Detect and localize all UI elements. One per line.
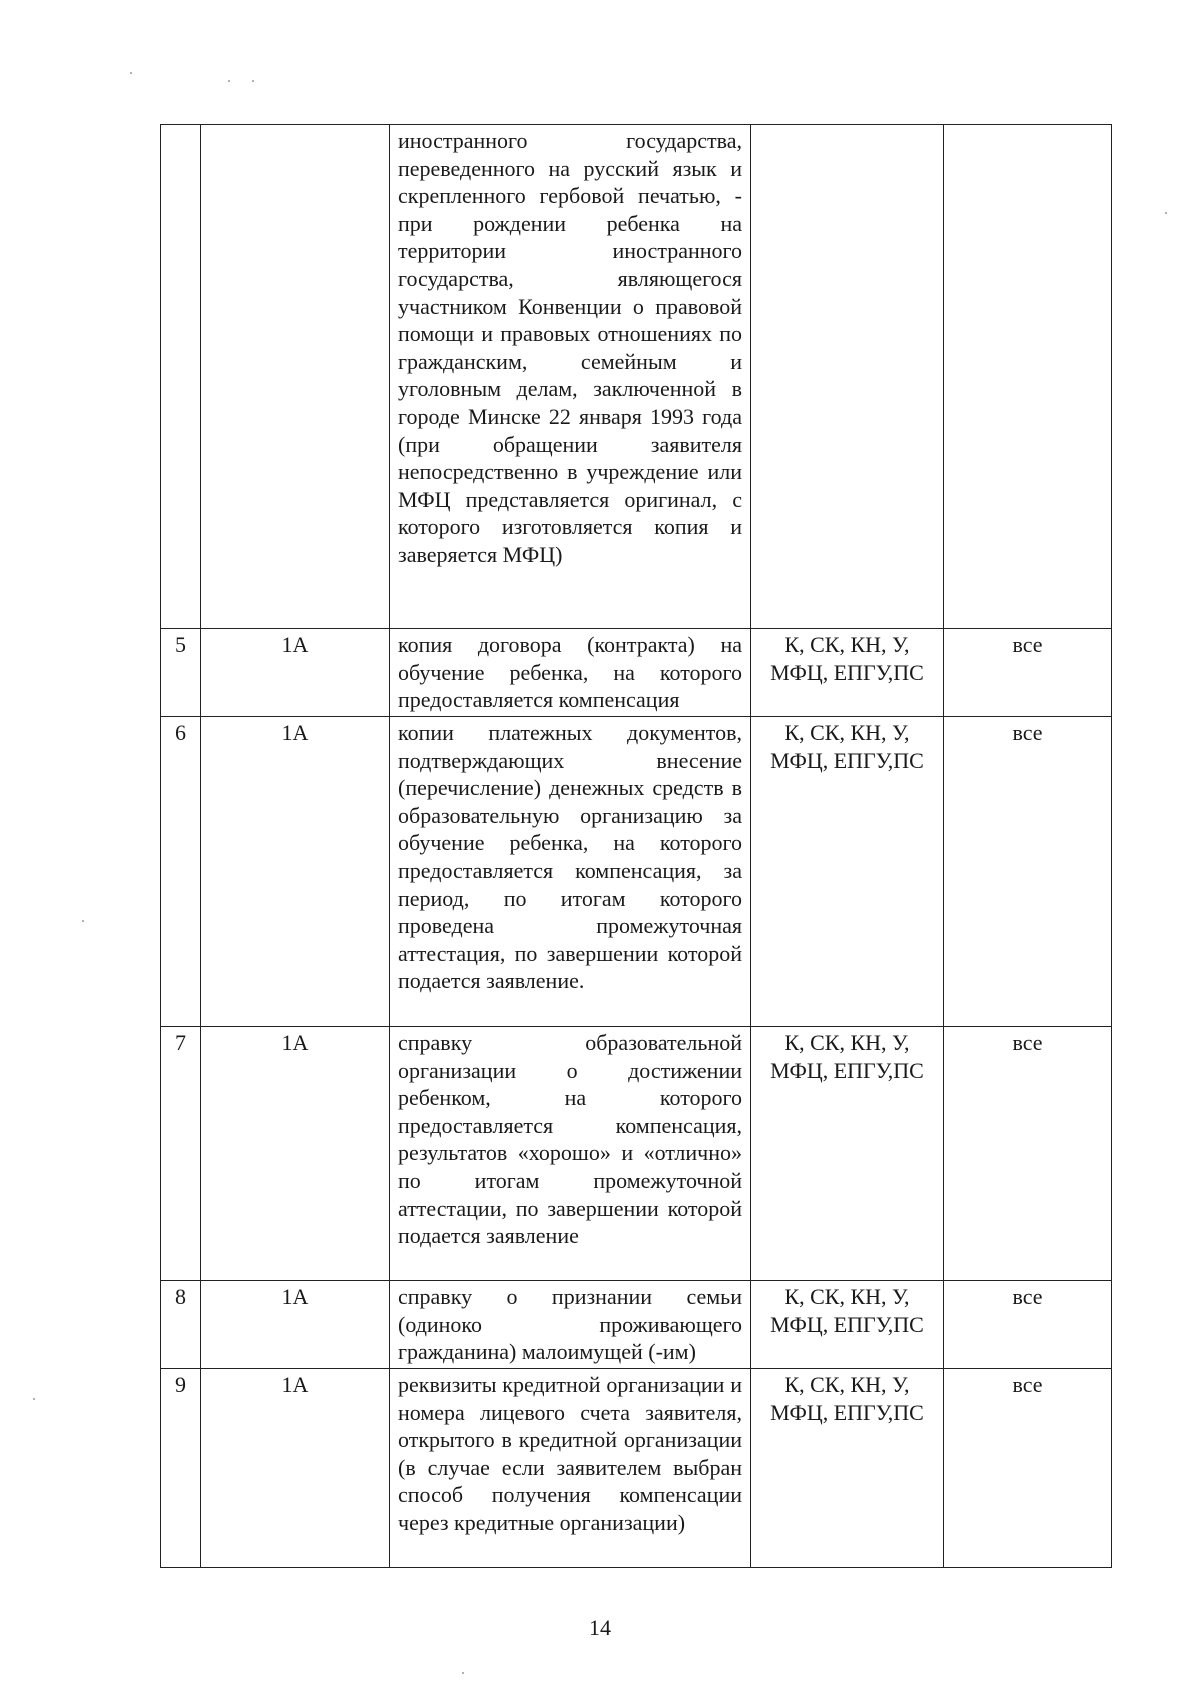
- category-code-cell: 1А: [201, 1027, 390, 1281]
- row-number-cell: 9: [161, 1369, 201, 1568]
- applicants-cell: [944, 125, 1112, 629]
- document-description-cell: справку образовательной организации о достижении ребенком, на которого предоставляется компенсация, результатов «хорошо» и «отлично» по итогам промежуточной аттестации, по завершении которой подается заявление: [390, 1027, 751, 1281]
- table-row: [161, 125, 1112, 629]
- scan-speck: [33, 1398, 35, 1400]
- scan-speck: [252, 80, 254, 82]
- submission-channels-cell: [751, 1027, 944, 1281]
- category-code-cell: 1А: [201, 629, 390, 717]
- applicants-cell: все: [944, 1369, 1112, 1568]
- submission-channels-cell: [751, 1281, 944, 1369]
- channels-line-2: МФЦ, ЕПГУ,ПС: [770, 659, 924, 685]
- channels-line-2: МФЦ, ЕПГУ,ПС: [770, 1399, 924, 1425]
- row-number-cell: 5: [161, 629, 201, 717]
- table-row: [161, 1027, 1112, 1281]
- document-description-cell: копия договора (контракта) на обучение ребенка, на которого предоставляется компенсация: [390, 629, 751, 717]
- submission-channels-cell: [751, 125, 944, 629]
- scan-speck: [130, 72, 132, 74]
- row-number-cell: [161, 125, 201, 629]
- scan-speck: [1165, 212, 1167, 214]
- table-row: [161, 1369, 1112, 1568]
- channels-line-2: МФЦ, ЕПГУ,ПС: [770, 1057, 924, 1083]
- scan-speck: [462, 1672, 464, 1674]
- scan-speck: [228, 80, 230, 82]
- applicants-cell: все: [944, 629, 1112, 717]
- channels-line-2: МФЦ, ЕПГУ,ПС: [770, 1311, 924, 1337]
- category-code-cell: 1А: [201, 1281, 390, 1369]
- channels-line-1: К, СК, КН, У,: [784, 720, 910, 745]
- applicants-cell: все: [944, 1027, 1112, 1281]
- channels-line-1: К, СК, КН, У,: [784, 1030, 910, 1055]
- table-row: [161, 717, 1112, 1027]
- submission-channels-cell: [751, 1369, 944, 1568]
- scan-speck: [82, 920, 84, 922]
- row-number-cell: 6: [161, 717, 201, 1027]
- document-description-cell: копии платежных документов, подтверждающих внесение (перечисление) денежных средств в образовательную организацию за обучение ребенка, на которого предоставляется компенсация, за период, по итогам которого проведена промежуточная аттестация, по завершении которой подается заявление.: [390, 717, 751, 1027]
- applicants-cell: все: [944, 717, 1112, 1027]
- channels-line-1: К, СК, КН, У,: [784, 632, 910, 657]
- channels-line-1: К, СК, КН, У,: [784, 1284, 910, 1309]
- table-row: [161, 629, 1112, 717]
- category-code-cell: 1А: [201, 1369, 390, 1568]
- document-description-cell: справку о признании семьи (одиноко проживающего гражданина) малоимущей (-им): [390, 1281, 751, 1369]
- table-row: [161, 1281, 1112, 1369]
- document-description-cell: реквизиты кредитной организации и номера лицевого счета заявителя, открытого в кредитной организации (в случае если заявителем выбран способ получения компенсации через кредитные организации): [390, 1369, 751, 1568]
- applicants-cell: все: [944, 1281, 1112, 1369]
- requirements-table: [160, 124, 1112, 1568]
- category-code-cell: 1А: [201, 717, 390, 1027]
- submission-channels-cell: [751, 717, 944, 1027]
- submission-channels-cell: [751, 629, 944, 717]
- category-code-cell: [201, 125, 390, 629]
- document-description-cell: иностранного государства, переведенного на русский язык и скрепленного гербовой печатью, - при рождении ребенка на территории иностранного государства, являющегося участником Конвенции о правовой помощи и правовых отношениях по гражданским, семейным и уголовным делам, заключенной в городе Минске 22 января 1993 года (при обращении заявителя непосредственно в учреждение или МФЦ представляется оригинал, с которого изготовляется копия и заверяется МФЦ): [390, 125, 751, 629]
- row-number-cell: 8: [161, 1281, 201, 1369]
- page-number: 14: [589, 1615, 611, 1640]
- row-number-cell: 7: [161, 1027, 201, 1281]
- channels-line-1: К, СК, КН, У,: [784, 1372, 910, 1397]
- channels-line-2: МФЦ, ЕПГУ,ПС: [770, 747, 924, 773]
